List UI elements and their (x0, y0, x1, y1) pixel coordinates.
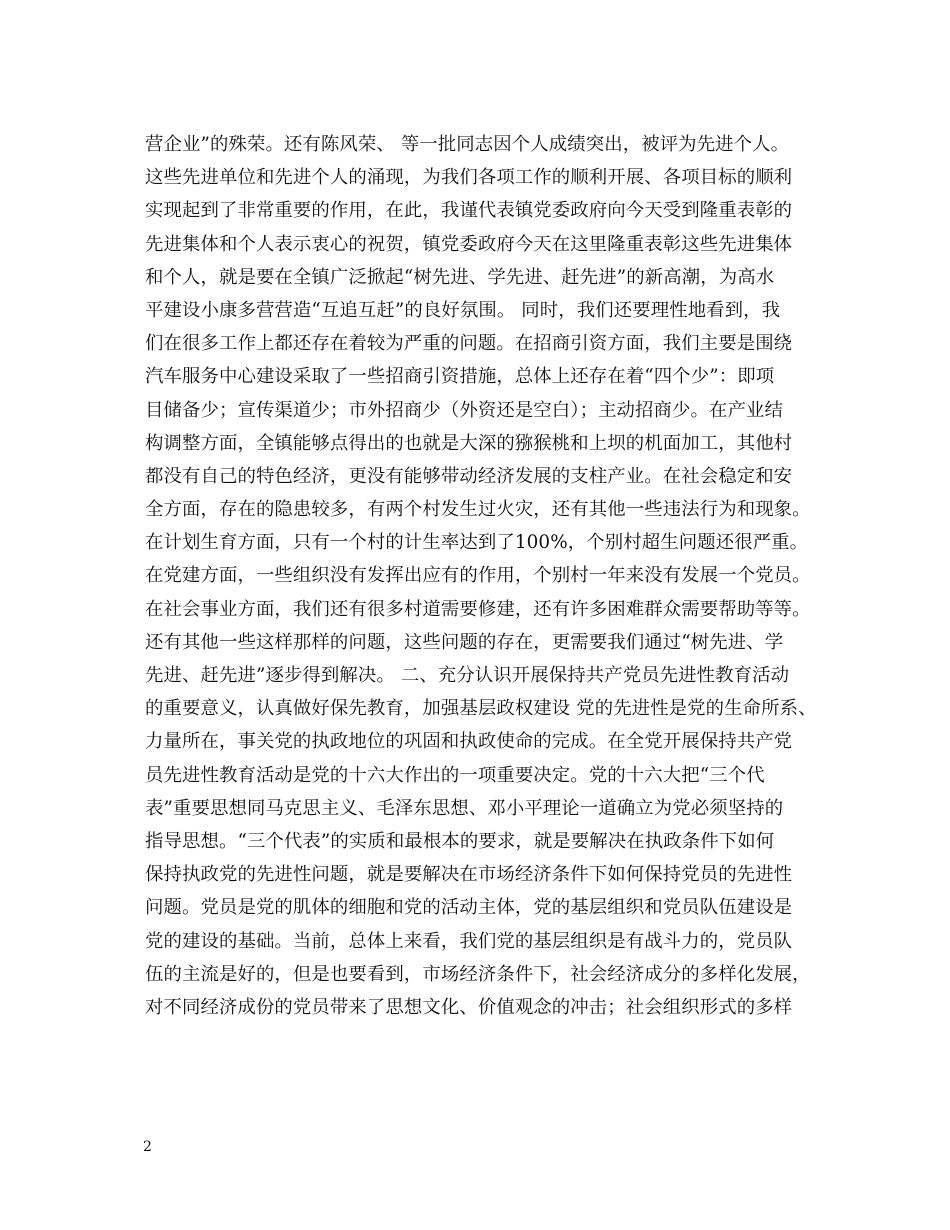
page-number: 2 (143, 1139, 152, 1155)
text-line: 实现起到了非常重要的作用，在此，我谨代表镇党委政府向今天受到隆重表彰的 (145, 200, 793, 222)
text-line: 这些先进单位和先进个人的涌现，为我们各项工作的顺利开展、各项目标的顺利 (145, 167, 793, 189)
text-line: 构调整方面，全镇能够点得出的也就是大深的猕猴桃和上坝的机面加工，其他村 (145, 432, 793, 454)
text-line: 都没有自己的特色经济，更没有能够带动经济发展的支柱产业。在社会稳定和安 (145, 465, 793, 487)
text-line: 先进集体和个人表示衷心的祝贺，镇党委政府今天在这里隆重表彰这些先进集体 (145, 233, 793, 255)
text-line: 伍的主流是好的，但是也要看到，市场经济条件下，社会经济成分的多样化发展， (145, 963, 811, 985)
text-line: 和个人，就是要在全镇广泛掀起“树先进、学先进、赶先进”的新高潮，为高水 (145, 266, 775, 288)
text-line: 在计划生育方面，只有一个村的计生率达到了100%，个别村超生问题还很严重。 (145, 532, 809, 554)
text-line: 指导思想。“三个代表”的实质和最根本的要求，就是要解决在执政条件下如何 (145, 830, 775, 852)
text-line: 汽车服务中心建设采取了一些招商引资措施，总体上还存在着“四个少”：即项 (145, 366, 775, 388)
text-line: 们在很多工作上都还存在着较为严重的问题。在招商引资方面，我们主要是围绕 (145, 333, 793, 355)
text-line: 员先进性教育活动是党的十六大作出的一项重要决定。党的十六大把“三个代 (145, 764, 765, 786)
text-line: 还有其他一些这样那样的问题，这些问题的存在，更需要我们通过“树先进、学 (145, 631, 784, 653)
text-line: 表”重要思想同马克思主义、毛泽东思想、邓小平理论一道确立为党必须坚持的 (145, 797, 784, 819)
text-line: 力量所在，事关党的执政地位的巩固和执政使命的完成。在全党开展保持共产党 (145, 731, 793, 753)
text-line: 先进、赶先进”逐步得到解决。 二、充分认识开展保持共产党员先进性教育活动 (145, 665, 790, 686)
body-text (145, 128, 865, 1024)
text-line: 平建设小康多营营造“互追互赶”的良好氛围。 同时，我们还要理性地看到，我 (145, 299, 781, 321)
text-line: 的重要意义，认真做好保先教育，加强基层政权建设 党的先进性是党的生命所系、 (145, 698, 817, 720)
text-line: 在党建方面，一些组织没有发挥出应有的作用，个别村一年来没有发展一个党员。 (145, 565, 811, 587)
text-line: 营企业”的殊荣。还有陈风荣、 等一批同志因个人成绩突出，被评为先进个人。 (145, 134, 790, 155)
text-line: 党的建设的基础。当前，总体上来看，我们党的基层组织是有战斗力的，党员队 (145, 930, 793, 952)
text-line: 在社会事业方面，我们还有很多村道需要修建，还有许多困难群众需要帮助等等。 (145, 598, 811, 620)
text-line: 目储备少；宣传渠道少；市外招商少（外资还是空白）；主动招商少。在产业结 (145, 399, 783, 421)
text-line: 全方面，存在的隐患较多，有两个村发生过火灾，还有其他一些违法行为和现象。 (145, 499, 811, 521)
text-line: 保持执政党的先进性问题，就是要解决在市场经济条件下如何保持党员的先进性 (145, 864, 793, 886)
text-line: 问题。党员是党的肌体的细胞和党的活动主体，党的基层组织和党员队伍建设是 (145, 897, 793, 919)
text-line: 对不同经济成份的党员带来了思想文化、价值观念的冲击；社会组织形式的多样 (145, 996, 793, 1018)
